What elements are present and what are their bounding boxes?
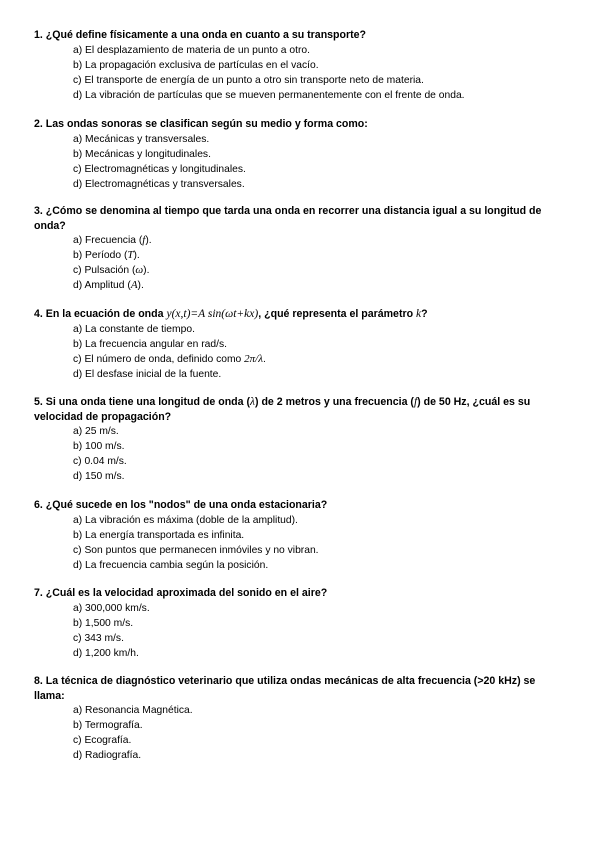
option-math: ω <box>135 264 144 277</box>
option-text: a) La constante de tiempo. <box>73 323 195 335</box>
question-4-options <box>34 322 564 382</box>
question-6-options <box>34 513 564 573</box>
question-8-option-b: b) Termografía. <box>73 720 143 732</box>
question-2 <box>34 117 564 192</box>
question-8-options <box>34 703 564 763</box>
option-text: b) Período ( <box>73 250 128 262</box>
question-4-option-c <box>34 352 564 367</box>
question-2-options <box>34 132 564 192</box>
option-text-end: ). <box>133 250 140 262</box>
option-math: A <box>130 279 138 292</box>
option-text: d) El desfase inicial de la fuente. <box>73 368 222 380</box>
question-3 <box>34 204 564 293</box>
lambda-symbol: λ <box>250 396 255 408</box>
title-text: 4. En la ecuación de onda <box>34 308 167 320</box>
question-8-title: 8. La técnica de diagnóstico veterinario que utiliza ondas mecánicas de alta frecuencia (>20 kHz) se llama: <box>34 675 536 702</box>
question-2-option-c: c) Electromagnéticas y longitudinales. <box>73 163 246 175</box>
question-1-options <box>34 43 564 103</box>
question-5-option-c: c) 0.04 m/s. <box>73 456 127 468</box>
option-text-end: . <box>262 353 266 365</box>
question-8 <box>34 674 564 763</box>
option-text: c) El número de onda, definido como <box>73 353 245 365</box>
question-2-option-a: a) Mecánicas y transversales. <box>73 133 210 145</box>
question-7-title: 7. ¿Cuál es la velocidad aproximada del sonido en el aire? <box>34 587 328 599</box>
question-8-option-c: c) Ecografía. <box>73 735 132 747</box>
parameter-k: k <box>416 308 422 320</box>
question-4-option-d <box>34 367 564 382</box>
frequency-symbol: f <box>413 396 418 408</box>
title-text-mid: ) de 2 metros y una frecuencia ( <box>254 396 414 408</box>
question-3-option-c <box>34 263 564 278</box>
option-text-end: ). <box>143 265 150 277</box>
title-text-mid: , ¿qué representa el parámetro <box>258 308 417 320</box>
question-4-option-a <box>34 322 564 337</box>
question-6-option-b: b) La energía transportada es infinita. <box>73 529 245 541</box>
question-6-title: 6. ¿Qué sucede en los "nodos" de una onda estacionaria? <box>34 499 328 511</box>
question-4-option-b <box>34 337 564 352</box>
question-5-options <box>34 424 564 484</box>
question-3-option-a <box>34 233 564 248</box>
question-3-options <box>34 233 564 293</box>
question-5-title <box>34 395 564 424</box>
question-2-option-d: d) Electromagnéticas y transversales. <box>73 178 245 190</box>
question-5-option-d: d) 150 m/s. <box>73 471 125 483</box>
question-5-option-b: b) 100 m/s. <box>73 441 125 453</box>
question-4-title <box>34 307 564 322</box>
question-3-option-d <box>34 278 564 293</box>
question-7-option-d: d) 1,200 km/h. <box>73 647 139 659</box>
question-7-option-c: c) 343 m/s. <box>73 632 124 644</box>
option-text-end: ). <box>137 280 144 292</box>
wave-equation: y(x,t)=A sin(ωt+kx) <box>166 308 259 320</box>
question-1-option-a: a) El desplazamiento de materia de un punto a otro. <box>73 44 310 56</box>
question-1-title: 1. ¿Qué define físicamente a una onda en cuanto a su transporte? <box>34 29 367 41</box>
question-7-option-a: a) 300,000 km/s. <box>73 602 150 614</box>
question-6 <box>34 498 564 573</box>
question-3-option-b <box>34 248 564 263</box>
question-4 <box>34 307 564 382</box>
question-7-options <box>34 601 564 661</box>
question-8-option-d: d) Radiografía. <box>73 750 142 762</box>
question-1-option-d: d) La vibración de partículas que se mueven permanentemente con el frente de onda. <box>73 89 465 101</box>
question-1-option-b: b) La propagación exclusiva de partículas en el vacío. <box>73 59 319 71</box>
option-math: f <box>142 234 146 246</box>
option-text: d) Amplitud ( <box>73 280 131 292</box>
option-math: 2π/λ <box>244 352 263 365</box>
option-text: c) Pulsación ( <box>73 265 136 277</box>
option-text: b) La frecuencia angular en rad/s. <box>73 338 227 350</box>
question-7-option-b: b) 1,500 m/s. <box>73 617 134 629</box>
question-5-option-a: a) 25 m/s. <box>73 426 119 437</box>
question-2-title: 2. Las ondas sonoras se clasifican según su medio y forma como: <box>34 118 368 130</box>
question-3-title: 3. ¿Cómo se denomina al tiempo que tarda una onda en recorrer una distancia igual a su longitud de onda? <box>34 205 542 232</box>
question-2-option-b: b) Mecánicas y longitudinales. <box>73 148 211 160</box>
question-1-option-c: c) El transporte de energía de un punto a otro sin transporte neto de materia. <box>73 74 424 86</box>
title-text-end: ) de 50 Hz, ¿cuál es su velocidad de propagación? <box>34 396 531 423</box>
question-8-option-a: a) Resonancia Magnética. <box>73 705 193 716</box>
question-5 <box>34 395 564 484</box>
question-1 <box>34 28 564 103</box>
title-text: 5. Si una onda tiene una longitud de onda ( <box>34 396 250 408</box>
title-text-end: ? <box>421 308 428 320</box>
question-6-option-c: c) Son puntos que permanecen inmóviles y no vibran. <box>73 544 319 556</box>
option-text: a) Frecuencia ( <box>73 235 143 246</box>
question-6-option-a: a) La vibración es máxima (doble de la amplitud). <box>73 514 298 526</box>
option-math: T <box>127 249 134 262</box>
question-7 <box>34 586 564 661</box>
option-text-end: ). <box>145 235 152 246</box>
question-6-option-d: d) La frecuencia cambia según la posición. <box>73 559 269 571</box>
